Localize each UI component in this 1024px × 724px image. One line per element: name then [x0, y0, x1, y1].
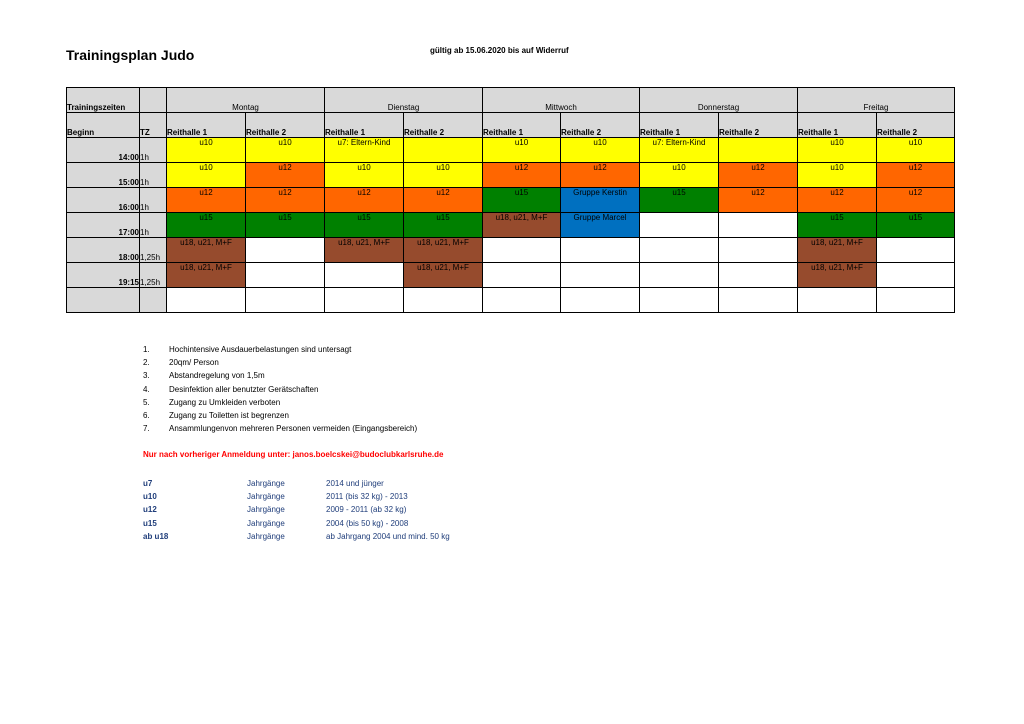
header-row-halls [67, 113, 955, 138]
session-cell [877, 263, 955, 288]
rule-number: 7. [143, 424, 150, 434]
day-header: Montag [167, 88, 325, 113]
rule-number: 2. [143, 358, 150, 368]
empty-cell [325, 288, 404, 313]
rules-list [143, 343, 417, 435]
session-cell [640, 213, 719, 238]
start-time: 18:00 [67, 238, 140, 263]
session-cell: u10 [483, 138, 561, 163]
session-cell [877, 238, 955, 263]
session-cell: u15 [167, 213, 246, 238]
rule-item [143, 422, 417, 435]
rule-text: Desinfektion aller benutzter Gerätschaften [169, 384, 319, 394]
empty-cell [167, 288, 246, 313]
age-group-label: Jahrgänge [247, 479, 285, 488]
table-row [67, 213, 955, 238]
age-group-label: Jahrgänge [247, 492, 285, 502]
session-cell [325, 263, 404, 288]
session-cell: u10 [246, 138, 325, 163]
session-cell: u18, u21, M+F [167, 238, 246, 263]
hall-header: Reithalle 2 [246, 113, 325, 138]
rule-item [143, 343, 417, 356]
session-cell: u18, u21, M+F [325, 238, 404, 263]
day-header: Dienstag [325, 88, 483, 113]
hall-header: Reithalle 2 [877, 113, 955, 138]
session-cell: u12 [325, 188, 404, 213]
session-cell [719, 138, 798, 163]
session-cell: u15 [404, 213, 483, 238]
table-row-empty [67, 288, 955, 313]
hall-header: Reithalle 1 [640, 113, 719, 138]
session-cell [483, 238, 561, 263]
age-group-years: 2004 (bis 50 kg) - 2008 [326, 518, 409, 528]
empty-cell [483, 288, 561, 313]
hall-header: Reithalle 2 [404, 113, 483, 138]
hall-header: Reithalle 1 [483, 113, 561, 138]
duration: 1h [140, 188, 167, 213]
session-cell: u18, u21, M+F [798, 263, 877, 288]
age-group-name: ab u18 [143, 531, 169, 541]
empty-cell [404, 288, 483, 313]
age-group-item [143, 477, 450, 490]
rule-item [143, 383, 417, 396]
corner-label: Trainingszeiten [67, 88, 140, 113]
rule-text: Hochintensive Ausdauerbelastungen sind untersagt [169, 345, 352, 354]
duration: 1h [140, 213, 167, 238]
age-group-name: u12 [143, 505, 157, 515]
empty-cell [140, 288, 167, 313]
session-cell: u12 [246, 163, 325, 188]
session-cell: u10 [798, 163, 877, 188]
session-cell: u15 [246, 213, 325, 238]
session-cell: u10 [325, 163, 404, 188]
empty-cell [640, 288, 719, 313]
start-label: Beginn [67, 113, 140, 138]
age-group-name: u15 [143, 518, 157, 528]
rule-text: Ansammlungenvon mehreren Personen vermeiden (Eingangsbereich) [169, 424, 418, 434]
header-row-days [67, 88, 955, 113]
age-groups-list [143, 477, 450, 543]
age-group-label: Jahrgänge [247, 505, 285, 515]
session-cell: u10 [877, 138, 955, 163]
session-cell [719, 213, 798, 238]
age-group-years: 2014 und jünger [326, 479, 384, 488]
rule-number: 4. [143, 384, 150, 394]
session-cell: u12 [404, 188, 483, 213]
session-cell: u10 [798, 138, 877, 163]
hall-header: Reithalle 1 [325, 113, 404, 138]
age-group-label: Jahrgänge [247, 531, 285, 541]
empty-cell [798, 288, 877, 313]
day-header: Donnerstag [640, 88, 798, 113]
session-cell [561, 263, 640, 288]
table-row [67, 188, 955, 213]
session-cell: u18, u21, M+F [798, 238, 877, 263]
table-row [67, 163, 955, 188]
session-cell [246, 238, 325, 263]
session-cell: u12 [561, 163, 640, 188]
start-time: 19:15 [67, 263, 140, 288]
rule-number: 3. [143, 371, 150, 381]
table-row [67, 138, 955, 163]
start-time: 16:00 [67, 188, 140, 213]
session-cell: u18, u21, M+F [483, 213, 561, 238]
session-cell: u7: Eltern-Kind [325, 138, 404, 163]
hall-header: Reithalle 2 [561, 113, 640, 138]
session-cell: u12 [798, 188, 877, 213]
rule-item [143, 369, 417, 382]
rule-number: 1. [143, 345, 150, 354]
session-cell [246, 263, 325, 288]
session-cell: u10 [404, 163, 483, 188]
header-spacer [140, 88, 167, 113]
session-cell: u10 [640, 163, 719, 188]
day-header: Freitag [798, 88, 955, 113]
age-group-item [143, 503, 450, 516]
session-cell: Gruppe Kerstin [561, 188, 640, 213]
duration: 1,25h [140, 263, 167, 288]
rule-item [143, 396, 417, 409]
session-cell [561, 238, 640, 263]
session-cell: u10 [167, 138, 246, 163]
rule-text: Zugang zu Toiletten ist begrenzen [169, 411, 289, 421]
table-row [67, 263, 955, 288]
session-cell [640, 238, 719, 263]
validity-note: gültig ab 15.06.2020 bis auf Widerruf [430, 46, 569, 55]
hall-header: Reithalle 1 [798, 113, 877, 138]
session-cell: u12 [719, 163, 798, 188]
empty-cell [719, 288, 798, 313]
start-time: 15:00 [67, 163, 140, 188]
session-cell: u12 [877, 163, 955, 188]
session-cell: u15 [798, 213, 877, 238]
age-group-years: 2009 - 2011 (ab 32 kg) [326, 505, 407, 515]
empty-cell [246, 288, 325, 313]
rule-text: 20qm/ Person [169, 358, 219, 368]
session-cell [404, 138, 483, 163]
page-title: Trainingsplan Judo [66, 47, 195, 63]
age-group-years: 2011 (bis 32 kg) - 2013 [326, 492, 408, 502]
training-schedule-table [66, 87, 955, 313]
hall-header: Reithalle 2 [719, 113, 798, 138]
session-cell: u12 [877, 188, 955, 213]
session-cell: u12 [483, 163, 561, 188]
rule-text: Abstandregelung von 1,5m [169, 371, 265, 381]
age-group-item [143, 517, 450, 530]
session-cell [640, 263, 719, 288]
rule-item [143, 409, 417, 422]
session-cell: u15 [325, 213, 404, 238]
duration: 1h [140, 138, 167, 163]
age-group-item [143, 490, 450, 503]
session-cell: u10 [167, 163, 246, 188]
session-cell: Gruppe Marcel [561, 213, 640, 238]
age-group-years: ab Jahrgang 2004 und mind. 50 kg [326, 531, 450, 541]
hall-header: Reithalle 1 [167, 113, 246, 138]
rule-number: 6. [143, 411, 150, 421]
age-group-name: u10 [143, 492, 157, 502]
tz-label: TZ [140, 113, 167, 138]
session-cell: u12 [719, 188, 798, 213]
session-cell: u18, u21, M+F [167, 263, 246, 288]
day-header: Mittwoch [483, 88, 640, 113]
session-cell: u18, u21, M+F [404, 263, 483, 288]
session-cell: u10 [561, 138, 640, 163]
duration: 1,25h [140, 238, 167, 263]
session-cell: u18, u21, M+F [404, 238, 483, 263]
session-cell [483, 263, 561, 288]
session-cell: u15 [877, 213, 955, 238]
duration: 1h [140, 163, 167, 188]
session-cell [719, 238, 798, 263]
start-time: 17:00 [67, 213, 140, 238]
start-time: 14:00 [67, 138, 140, 163]
session-cell [719, 263, 798, 288]
session-cell: u12 [167, 188, 246, 213]
session-cell: u12 [246, 188, 325, 213]
age-group-label: Jahrgänge [247, 518, 285, 528]
rule-number: 5. [143, 397, 150, 407]
rule-text: Zugang zu Umkleiden verboten [169, 397, 281, 407]
session-cell: u7: Eltern-Kind [640, 138, 719, 163]
age-group-name: u7 [143, 479, 153, 488]
empty-cell [67, 288, 140, 313]
session-cell: u15 [640, 188, 719, 213]
rule-item [143, 356, 417, 369]
registration-notice: Nur nach vorheriger Anmeldung unter: janos.boelcskei@budoclubkarlsruhe.de [143, 450, 444, 459]
table-row [67, 238, 955, 263]
age-group-item [143, 530, 450, 543]
empty-cell [877, 288, 955, 313]
session-cell: u15 [483, 188, 561, 213]
empty-cell [561, 288, 640, 313]
